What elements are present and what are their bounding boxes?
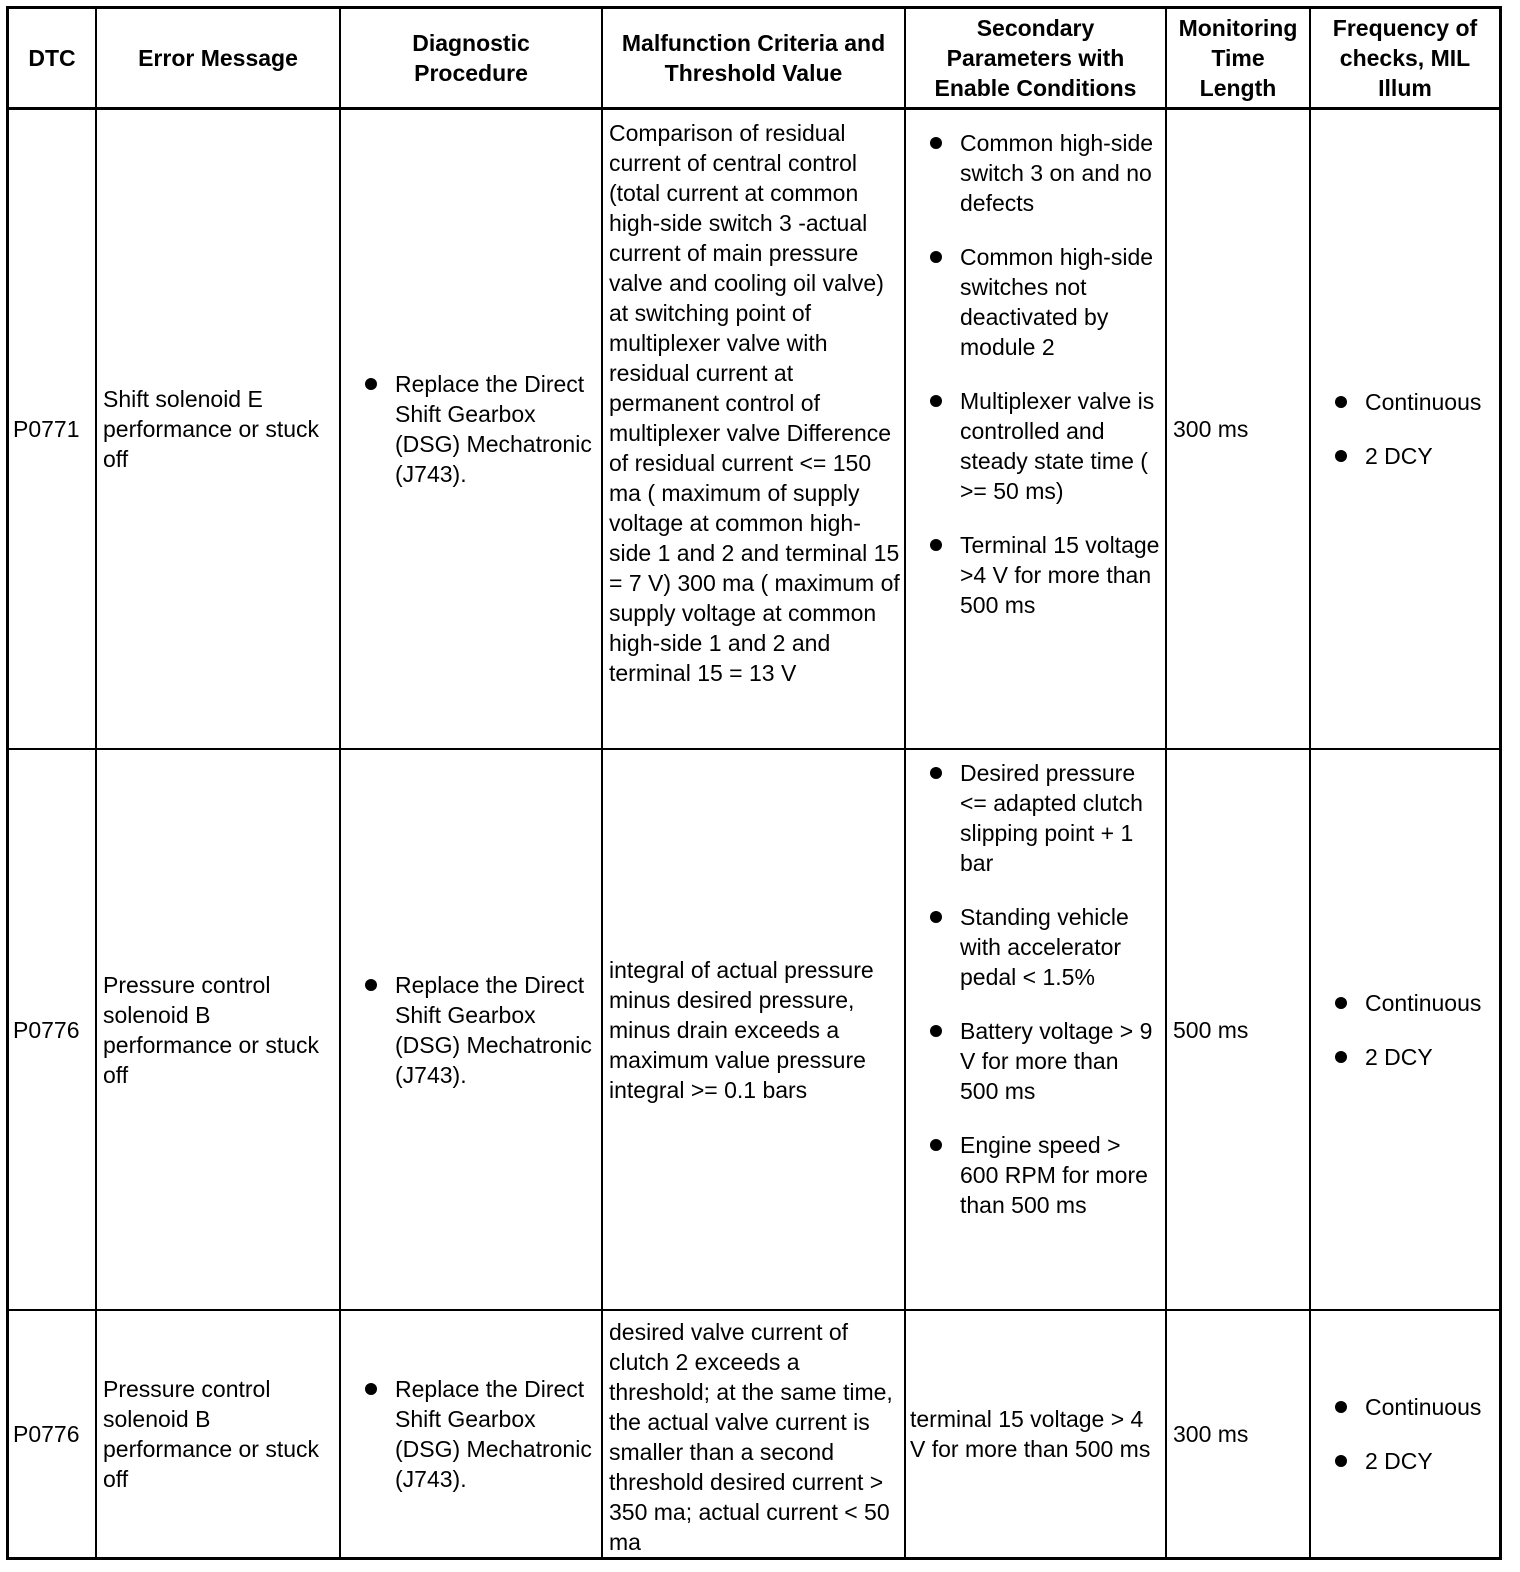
dtc-code [9, 750, 95, 1309]
parameter-text: Multiplexer valve is controlled and steady state time ( >= 50 ms) [960, 388, 1155, 504]
header-frequency: Frequency of checks, MIL Illum [1332, 15, 1478, 101]
monitoring-time-text: 300 ms [1173, 416, 1249, 442]
list-item [926, 902, 1161, 992]
list-item [1331, 441, 1481, 471]
bullet-icon [1335, 396, 1347, 408]
procedure-text: Replace the Direct Shift Gearbox (DSG) Mechatronic (J743). [395, 1376, 592, 1492]
parameter-text: Common high-side switch 3 on and no defects [960, 130, 1154, 216]
header-secondary-parameters: Secondary Parameters with Enable Conditions [934, 15, 1137, 101]
list-item [361, 369, 593, 489]
monitoring-time-text: 500 ms [1173, 1016, 1249, 1043]
bullet-icon [365, 378, 377, 390]
malfunction-criteria-text: Comparison of residual current of central control (total current at common high-side switch 3 -actual current of main pressure valve and cooling oil valve) at switching point of multiplexer valve with residual current at permanent control of multiplexer valve Difference of residual current <= 150 ma ( maximum of supply voltage at common high-side 1 and 2 and terminal 15 = 7 V) 300 ma ( maximum of supply voltage at common high-side 1 and 2 and terminal 15 = 13 V [609, 120, 900, 686]
parameter-text: Desired pressure <= adapted clutch slipping point + 1 bar [960, 760, 1143, 876]
bullet-icon [1335, 1051, 1347, 1063]
diagnostic-procedure [341, 110, 601, 748]
list-item [1331, 988, 1481, 1018]
list-item [361, 1374, 593, 1494]
dtc-code-text: P0771 [13, 416, 80, 442]
procedure-text: Replace the Direct Shift Gearbox (DSG) Mechatronic (J743). [395, 971, 592, 1088]
bullet-icon [930, 251, 942, 263]
bullet-icon [1335, 450, 1347, 462]
dtc-table [6, 6, 1502, 1560]
secondary-parameters [906, 128, 1165, 746]
bullet-icon [930, 767, 942, 779]
diagnostic-procedure [341, 750, 601, 1309]
bullet-icon [930, 1025, 942, 1037]
frequency [1311, 750, 1499, 1309]
monitoring-time-text: 300 ms [1173, 1421, 1249, 1447]
list-item [1331, 1392, 1481, 1422]
diagnostic-procedure [341, 1311, 601, 1557]
frequency-text: Continuous [1365, 389, 1482, 415]
parameter-text: Terminal 15 voltage >4 V for more than 500 ms [960, 532, 1160, 618]
bullet-icon [930, 137, 942, 149]
list-item [1331, 387, 1481, 417]
frequency-text: Continuous [1365, 989, 1482, 1016]
error-message-text: Pressure control solenoid B performance or stuck off [103, 1376, 320, 1492]
parameter-text: Engine speed > 600 RPM for more than 500 ms [960, 1132, 1148, 1218]
malfunction-criteria [603, 1317, 904, 1557]
malfunction-criteria-text: desired valve current of clutch 2 exceeds a threshold; at the same time, the actual valve current is smaller than a second threshold desired current > 350 ma; actual current < 50 ma [609, 1319, 893, 1555]
error-message-text: Pressure control solenoid B performance or stuck off [103, 971, 320, 1088]
list-item [1331, 1446, 1481, 1476]
bullet-icon [1335, 1401, 1347, 1413]
bullet-icon [930, 1139, 942, 1151]
header-error-message: Error Message [138, 45, 298, 71]
list-item [926, 758, 1161, 878]
bullet-icon [365, 979, 377, 991]
dtc-code-text: P0776 [13, 1421, 80, 1447]
dtc-code-text: P0776 [13, 1016, 80, 1043]
list-item [926, 242, 1161, 362]
parameter-text: terminal 15 voltage > 4 V for more than 500 ms [910, 1406, 1151, 1462]
error-message-text: Shift solenoid E performance or stuck off [103, 386, 320, 472]
frequency [1311, 110, 1499, 748]
header-dtc: DTC [28, 45, 76, 71]
dtc-code [9, 110, 95, 748]
header-malfunction-criteria: Malfunction Criteria and Threshold Value [621, 30, 886, 86]
bullet-icon [930, 395, 942, 407]
list-item [926, 530, 1161, 620]
malfunction-criteria [603, 750, 904, 1309]
procedure-text: Replace the Direct Shift Gearbox (DSG) Mechatronic (J743). [395, 371, 592, 487]
list-item [926, 128, 1161, 218]
parameter-text: Standing vehicle with accelerator pedal < 1.5% [960, 904, 1129, 990]
bullet-icon [930, 539, 942, 551]
list-item [361, 970, 593, 1090]
frequency-text: Continuous [1365, 1394, 1482, 1420]
frequency-text: 2 DCY [1365, 1448, 1433, 1474]
dtc-code [9, 1311, 95, 1557]
error-message [97, 1311, 339, 1557]
error-message [97, 110, 339, 748]
monitoring-time [1167, 1311, 1309, 1557]
frequency [1311, 1311, 1499, 1557]
bullet-icon [1335, 1455, 1347, 1467]
secondary-parameters [906, 1311, 1165, 1557]
malfunction-criteria [603, 118, 904, 746]
header-monitoring-time: Monitoring Time Length [1178, 15, 1298, 101]
list-item [926, 1016, 1161, 1106]
monitoring-time [1167, 110, 1309, 748]
parameter-text: Common high-side switches not deactivated by module 2 [960, 244, 1154, 360]
secondary-parameters [906, 758, 1165, 1307]
error-message [97, 750, 339, 1309]
frequency-text: 2 DCY [1365, 443, 1433, 469]
bullet-icon [930, 911, 942, 923]
header-diagnostic-procedure: Diagnostic Procedure [412, 30, 530, 86]
malfunction-criteria-text: integral of actual pressure minus desired pressure, minus drain exceeds a maximum value pressure integral >= 0.1 bars [609, 956, 874, 1103]
parameter-text: Battery voltage > 9 V for more than 500 ms [960, 1018, 1153, 1104]
list-item [926, 386, 1161, 506]
monitoring-time [1167, 750, 1309, 1309]
bullet-icon [1335, 997, 1347, 1009]
list-item [926, 1130, 1161, 1220]
frequency-text: 2 DCY [1365, 1043, 1433, 1070]
bullet-icon [365, 1383, 377, 1395]
list-item [1331, 1042, 1481, 1072]
